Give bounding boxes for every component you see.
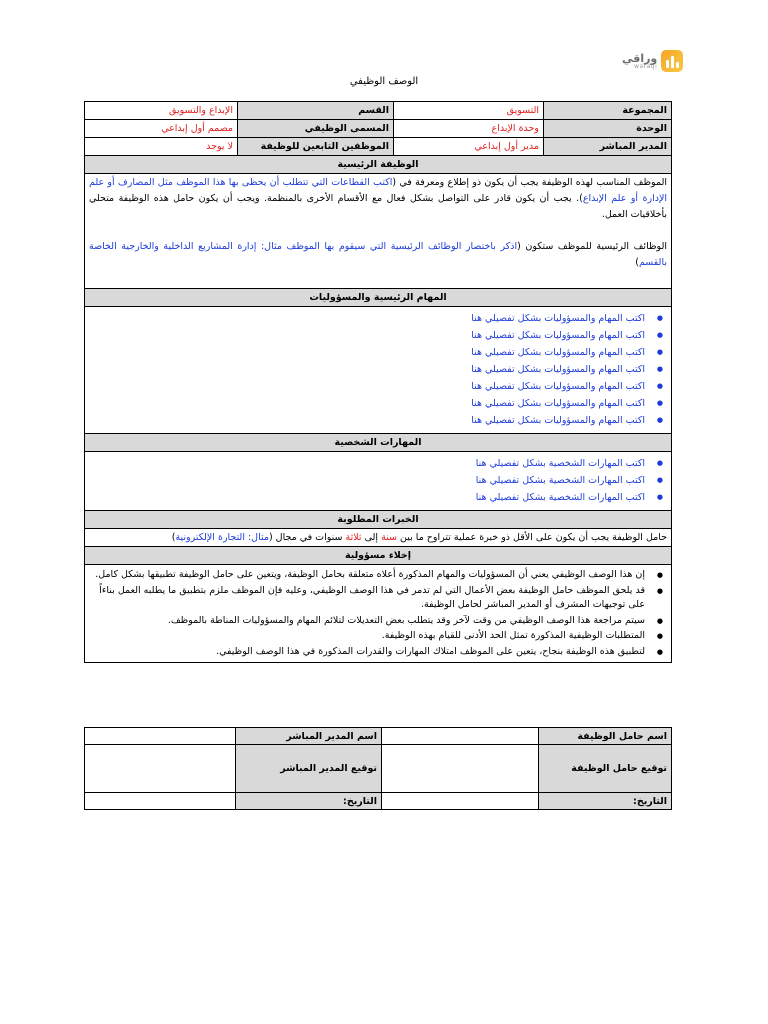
disclaimer-heading: إخلاء مسؤولية xyxy=(85,547,672,565)
row-manager-subordinates xyxy=(85,138,672,156)
row-unit-title xyxy=(85,120,672,138)
manager-signature-field[interactable] xyxy=(85,745,236,793)
holder-signature-label: توقيع حامل الوظيفة xyxy=(539,745,672,793)
duty-item: ● اكتب المهام والمسؤوليات بشكل تفصيلي هنا xyxy=(89,310,645,327)
holder-name-label: اسم حامل الوظيفة xyxy=(539,728,672,745)
skills-list xyxy=(89,455,667,506)
skill-item: ● اكتب المهارات الشخصية بشكل تفصيلي هنا xyxy=(89,472,645,489)
duty-item: ● اكتب المهام والمسؤوليات بشكل تفصيلي هنا xyxy=(89,395,645,412)
department-label: القسم xyxy=(238,102,394,120)
disclaimer-item: ● المتطلبات الوظيفية المذكورة تمثل الحد الأدنى للقيام بهذه الوظيفة. xyxy=(89,629,645,644)
subordinates-label: الموظفين التابعين للوظيفة xyxy=(238,138,394,156)
job-description-table xyxy=(84,101,672,663)
holder-name-field[interactable] xyxy=(382,728,539,745)
company-logo xyxy=(622,50,683,72)
document-title: الوصف الوظيفي xyxy=(349,76,419,87)
logo-latin: waraqi xyxy=(634,62,658,70)
holder-date-field[interactable] xyxy=(382,793,539,810)
duty-item: ● اكتب المهام والمسؤوليات بشكل تفصيلي هنا xyxy=(89,327,645,344)
logo-text xyxy=(622,53,657,70)
duties-heading: المهام الرئيسية والمسؤوليات xyxy=(85,289,672,307)
duty-item: ● اكتب المهام والمسؤوليات بشكل تفصيلي هنا xyxy=(89,344,645,361)
manager-date-label: التاريخ: xyxy=(236,793,382,810)
disclaimer-item: ● قد يلحق الموظف حامل الوظيفة بعض الأعمال التي لم تدمر في هذا الوصف الوظيفي، وعليه فإن الموظف ملزم بتطبيق ما يطلبه العمل بناءاً على توجيهات المشرف أو المدير المباشر لحامل الوظيفة. xyxy=(89,584,645,613)
manager-name-field[interactable] xyxy=(85,728,236,745)
main-job-content[interactable] xyxy=(85,174,672,289)
holder-date-label: التاريخ: xyxy=(539,793,672,810)
group-label: المجموعة xyxy=(544,102,672,120)
skill-item: ● اكتب المهارات الشخصية بشكل تفصيلي هنا xyxy=(89,455,645,472)
unit-label: الوحدة xyxy=(544,120,672,138)
holder-signature-field[interactable] xyxy=(382,745,539,793)
logo-arabic: وراقي xyxy=(622,51,658,65)
disclaimer-list-cell xyxy=(85,565,672,663)
disclaimer-item: ● إن هذا الوصف الوظيفي يعني أن المسؤوليات والمهام المذكورة أعلاه متعلقة بحامل الوظيفة، ويتعين على حامل الوظيفة تطبيقها بشكل كامل. xyxy=(89,568,645,583)
logo-icon xyxy=(661,50,683,72)
manager-value[interactable]: مدير أول إبداعي xyxy=(394,138,544,156)
disclaimer-item: ● لتطبيق هذه الوظيفة بنجاح، يتعين على الموظف امتلاك المهارات والقدرات المذكورة في هذا الوصف الوظيفي. xyxy=(89,645,645,660)
duty-item: ● اكتب المهام والمسؤوليات بشكل تفصيلي هنا xyxy=(89,412,645,429)
department-value[interactable]: الإبداع والتسويق xyxy=(85,102,238,120)
main-job-paragraph-1: الموظف المناسب لهذه الوظيفة يجب أن يكون ذو إطلاع ومعرفة في (اكتب القطاعات التي تتطلب أن يحظى بها هذا الموظف مثل المصارف أو علم الإدارة أو علم الإبداع). يجب أن يكون قادر على التواصل بشكل فعال مع الأقسام الأخرى بالمنظمة. ويجب أن يكون حامل هذه الوظيفة متحلي بأخلاقيات العمل. xyxy=(89,177,667,220)
duty-item: ● اكتب المهام والمسؤوليات بشكل تفصيلي هنا xyxy=(89,361,645,378)
experience-heading: الخبرات المطلوبة xyxy=(85,511,672,529)
manager-signature-label: توقيع المدير المباشر xyxy=(236,745,382,793)
experience-content[interactable]: حامل الوظيفة يجب أن يكون على الأقل ذو خبرة عملية تتراوح ما بين سنة إلى ثلاثة سنوات في مجال (مثال: التجارة الإلكترونية) xyxy=(85,529,672,547)
main-job-paragraph-2: الوظائف الرئيسية للموظف ستكون (اذكر باختصار الوظائف الرئيسية التي سيقوم بها الموظف مثال: إدارة المشاريع الداخلية والخارجية الخاصة بالقسم) xyxy=(89,241,667,268)
manager-label: المدير المباشر xyxy=(544,138,672,156)
row-group-department xyxy=(85,102,672,120)
duties-list xyxy=(89,310,667,429)
job-title-value[interactable]: مصمم أول إبداعي xyxy=(85,120,238,138)
job-title-label: المسمى الوظيفي xyxy=(238,120,394,138)
duty-item: ● اكتب المهام والمسؤوليات بشكل تفصيلي هنا xyxy=(89,378,645,395)
skill-item: ● اكتب المهارات الشخصية بشكل تفصيلي هنا xyxy=(89,489,645,506)
skills-list-cell[interactable] xyxy=(85,452,672,511)
manager-name-label: اسم المدير المباشر xyxy=(236,728,382,745)
duties-list-cell[interactable] xyxy=(85,307,672,434)
disclaimer-item: ● سيتم مراجعة هذا الوصف الوظيفي من وقت لآخر وقد يتطلب بعض التعديلات لتلائم المهام والمسؤوليات المناطة بالموظف. xyxy=(89,614,645,629)
group-value[interactable]: التسويق xyxy=(394,102,544,120)
main-job-heading: الوظيفة الرئيسية xyxy=(85,156,672,174)
signature-table xyxy=(84,727,672,810)
disclaimer-list xyxy=(89,568,667,659)
unit-value[interactable]: وحدة الإبداع xyxy=(394,120,544,138)
subordinates-value[interactable]: لا يوجد xyxy=(85,138,238,156)
skills-heading: المهارات الشخصية xyxy=(85,434,672,452)
manager-date-field[interactable] xyxy=(85,793,236,810)
